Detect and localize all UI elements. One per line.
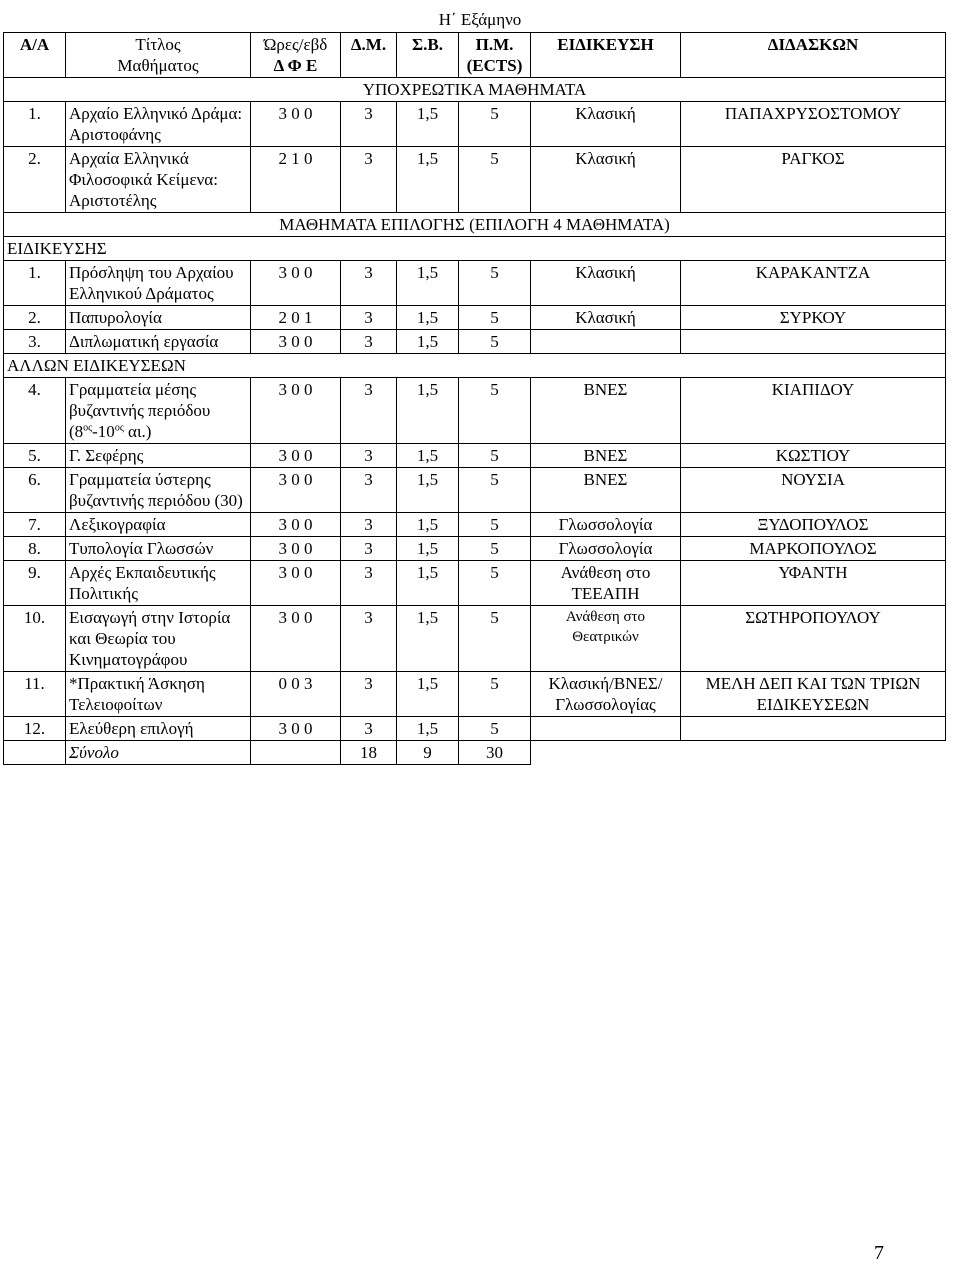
course-specialization: ΒΝΕΣ xyxy=(531,378,681,444)
course-sv: 1,5 xyxy=(397,444,459,468)
course-teacher: ΠΑΠΑΧΡΥΣΟΣΤΟΜΟΥ xyxy=(681,102,946,147)
course-specialization: Ανάθεση στο ΤΕΕΑΠΗ xyxy=(531,561,681,606)
header-pm: Π.Μ. (ECTS) xyxy=(459,33,531,78)
course-sv: 1,5 xyxy=(397,378,459,444)
course-dm: 3 xyxy=(341,537,397,561)
course-hours: 3 0 0 xyxy=(251,717,341,741)
course-dm: 3 xyxy=(341,306,397,330)
total-dm: 18 xyxy=(341,741,397,765)
course-pm: 5 xyxy=(459,306,531,330)
header-hours: Ώρες/εβδ Δ Φ Ε xyxy=(251,33,341,78)
table-row xyxy=(4,468,946,513)
course-dm: 3 xyxy=(341,717,397,741)
subsection-label: ΑΛΛΩΝ ΕΙΔΙΚΕΥΣΕΩΝ xyxy=(4,354,946,378)
course-hours: 3 0 0 xyxy=(251,468,341,513)
course-teacher xyxy=(681,717,946,741)
course-dm: 3 xyxy=(341,468,397,513)
course-dm: 3 xyxy=(341,444,397,468)
table-row xyxy=(4,444,946,468)
course-sv: 1,5 xyxy=(397,561,459,606)
course-sv: 1,5 xyxy=(397,102,459,147)
course-teacher: ΝΟΥΣΙΑ xyxy=(681,468,946,513)
course-title: Αρχές Εκπαιδευτικής Πολιτικής xyxy=(66,561,251,606)
row-number: 12. xyxy=(4,717,66,741)
row-number: 2. xyxy=(4,306,66,330)
course-sv: 1,5 xyxy=(397,537,459,561)
table-row xyxy=(4,378,946,444)
subsection-other-specializations xyxy=(4,354,946,378)
course-teacher: ΜΕΛΗ ΔΕΠ ΚΑΙ ΤΩΝ ΤΡΙΩΝ ΕΙΔΙΚΕΥΣΕΩΝ xyxy=(681,672,946,717)
total-pm: 30 xyxy=(459,741,531,765)
row-number: 7. xyxy=(4,513,66,537)
course-title: Πρόσληψη του Αρχαίου Ελληνικού Δράματος xyxy=(66,261,251,306)
course-title: Εισαγωγή στην Ιστορία και Θεωρία του Κινηματογράφου xyxy=(66,606,251,672)
header-specialization: ΕΙΔΙΚΕΥΣΗ xyxy=(531,33,681,78)
header-row xyxy=(4,33,946,78)
course-teacher: ΥΦΑΝΤΗ xyxy=(681,561,946,606)
course-title: Γραμματεία ύστερης βυζαντινής περιόδου (30) xyxy=(66,468,251,513)
table-row xyxy=(4,537,946,561)
course-hours: 3 0 0 xyxy=(251,561,341,606)
row-number: 8. xyxy=(4,537,66,561)
section-label: ΥΠΟΧΡΕΩΤΙΚΑ ΜΑΘΗΜΑΤΑ xyxy=(4,78,946,102)
course-dm: 3 xyxy=(341,147,397,213)
course-sv: 1,5 xyxy=(397,306,459,330)
course-teacher xyxy=(681,330,946,354)
course-specialization: Κλασική xyxy=(531,147,681,213)
total-sv: 9 xyxy=(397,741,459,765)
course-hours: 3 0 0 xyxy=(251,606,341,672)
course-title: Παπυρολογία xyxy=(66,306,251,330)
course-title: Λεξικογραφία xyxy=(66,513,251,537)
course-pm: 5 xyxy=(459,261,531,306)
row-number: 1. xyxy=(4,261,66,306)
section-mandatory xyxy=(4,78,946,102)
course-title: *Πρακτική Άσκηση Τελειοφοίτων xyxy=(66,672,251,717)
course-hours: 2 1 0 xyxy=(251,147,341,213)
course-specialization: Γλωσσολογία xyxy=(531,537,681,561)
header-dm: Δ.Μ. xyxy=(341,33,397,78)
course-pm: 5 xyxy=(459,102,531,147)
row-number: 2. xyxy=(4,147,66,213)
course-sv: 1,5 xyxy=(397,261,459,306)
course-dm: 3 xyxy=(341,378,397,444)
table-row xyxy=(4,147,946,213)
course-teacher: ΚΙΑΠΙΔΟΥ xyxy=(681,378,946,444)
course-hours: 3 0 0 xyxy=(251,261,341,306)
course-teacher: ΞΥΔΟΠΟΥΛΟΣ xyxy=(681,513,946,537)
course-specialization xyxy=(531,330,681,354)
course-title: Γραμματεία μέσης βυζαντινής περιόδου ($8^{o\varsigma}-10^{o\varsigma}$ αι.) xyxy=(66,378,251,444)
row-number: 10. xyxy=(4,606,66,672)
course-hours: 0 0 3 xyxy=(251,672,341,717)
course-dm: 3 xyxy=(341,672,397,717)
course-teacher: ΚΑΡΑΚΑΝΤΖΑ xyxy=(681,261,946,306)
section-elective xyxy=(4,213,946,237)
total-empty xyxy=(4,741,66,765)
row-number: 3. xyxy=(4,330,66,354)
course-table xyxy=(3,32,946,765)
table-row xyxy=(4,672,946,717)
course-pm: 5 xyxy=(459,147,531,213)
course-dm: 3 xyxy=(341,330,397,354)
course-sv: 1,5 xyxy=(397,468,459,513)
course-pm: 5 xyxy=(459,561,531,606)
table-row xyxy=(4,102,946,147)
course-title: Αρχαία Ελληνικά Φιλοσοφικά Κείμενα: Αριστοτέλης xyxy=(66,147,251,213)
course-dm: 3 xyxy=(341,102,397,147)
semester-title: Η΄ Εξάμηνο xyxy=(438,10,522,29)
course-hours: 2 0 1 xyxy=(251,306,341,330)
table-row xyxy=(4,561,946,606)
course-pm: 5 xyxy=(459,378,531,444)
row-number: 6. xyxy=(4,468,66,513)
course-title: Ελεύθερη επιλογή xyxy=(66,717,251,741)
section-label: ΜΑΘΗΜΑΤΑ ΕΠΙΛΟΓΗΣ (ΕΠΙΛΟΓΗ 4 ΜΑΘΗΜΑΤΑ) xyxy=(4,213,946,237)
row-number: 11. xyxy=(4,672,66,717)
table-row xyxy=(4,606,946,672)
course-sv: 1,5 xyxy=(397,672,459,717)
course-teacher: ΜΑΡΚΟΠΟΥΛΟΣ xyxy=(681,537,946,561)
course-pm: 5 xyxy=(459,513,531,537)
header-teacher: ΔΙΔΑΣΚΩΝ xyxy=(681,33,946,78)
row-number: 4. xyxy=(4,378,66,444)
course-specialization: ΒΝΕΣ xyxy=(531,468,681,513)
course-sv: 1,5 xyxy=(397,330,459,354)
row-number: 1. xyxy=(4,102,66,147)
table-row xyxy=(4,513,946,537)
course-specialization: Κλασική xyxy=(531,102,681,147)
course-specialization: Κλασική xyxy=(531,306,681,330)
total-teacher-empty xyxy=(681,741,946,765)
page-number: 7 xyxy=(874,1242,884,1264)
subsection-specialization xyxy=(4,237,946,261)
course-pm: 5 xyxy=(459,717,531,741)
course-pm: 5 xyxy=(459,330,531,354)
course-hours: 3 0 0 xyxy=(251,330,341,354)
course-teacher: ΚΩΣΤΙΟΥ xyxy=(681,444,946,468)
course-hours: 3 0 0 xyxy=(251,102,341,147)
header-aa: Α/Α xyxy=(4,33,66,78)
course-hours: 3 0 0 xyxy=(251,444,341,468)
table-row xyxy=(4,330,946,354)
course-specialization: Ανάθεση στο Θεατρικών xyxy=(531,606,681,672)
total-label: Σύνολο xyxy=(66,741,251,765)
header-sv: Σ.Β. xyxy=(397,33,459,78)
subsection-label: ΕΙΔΙΚΕΥΣΗΣ xyxy=(4,237,946,261)
row-number: 9. xyxy=(4,561,66,606)
course-dm: 3 xyxy=(341,561,397,606)
course-sv: 1,5 xyxy=(397,717,459,741)
course-specialization: ΒΝΕΣ xyxy=(531,444,681,468)
course-pm: 5 xyxy=(459,672,531,717)
total-spec-empty xyxy=(531,741,681,765)
course-specialization: Γλωσσολογία xyxy=(531,513,681,537)
course-hours: 3 0 0 xyxy=(251,378,341,444)
table-row xyxy=(4,306,946,330)
course-teacher: ΡΑΓΚΟΣ xyxy=(681,147,946,213)
course-pm: 5 xyxy=(459,468,531,513)
course-title: Γ. Σεφέρης xyxy=(66,444,251,468)
row-number: 5. xyxy=(4,444,66,468)
course-pm: 5 xyxy=(459,606,531,672)
course-hours: 3 0 0 xyxy=(251,537,341,561)
course-teacher: ΣΩΤΗΡΟΠΟΥΛΟΥ xyxy=(681,606,946,672)
course-specialization xyxy=(531,717,681,741)
course-sv: 1,5 xyxy=(397,147,459,213)
course-sv: 1,5 xyxy=(397,606,459,672)
table-row xyxy=(4,261,946,306)
header-title: Τίτλος Μαθήματος xyxy=(66,33,251,78)
course-title: Διπλωματική εργασία xyxy=(66,330,251,354)
table-row xyxy=(4,717,946,741)
total-hours-empty xyxy=(251,741,341,765)
course-dm: 3 xyxy=(341,606,397,672)
course-dm: 3 xyxy=(341,513,397,537)
course-dm: 3 xyxy=(341,261,397,306)
course-teacher: ΣΥΡΚΟΥ xyxy=(681,306,946,330)
course-sv: 1,5 xyxy=(397,513,459,537)
total-row xyxy=(4,741,946,765)
course-title: Τυπολογία Γλωσσών xyxy=(66,537,251,561)
course-hours: 3 0 0 xyxy=(251,513,341,537)
course-pm: 5 xyxy=(459,444,531,468)
course-pm: 5 xyxy=(459,537,531,561)
course-title: Αρχαίο Ελληνικό Δράμα: Αριστοφάνης xyxy=(66,102,251,147)
course-specialization: Κλασική xyxy=(531,261,681,306)
course-specialization: Κλασική/ΒΝΕΣ/ Γλωσσολογίας xyxy=(531,672,681,717)
